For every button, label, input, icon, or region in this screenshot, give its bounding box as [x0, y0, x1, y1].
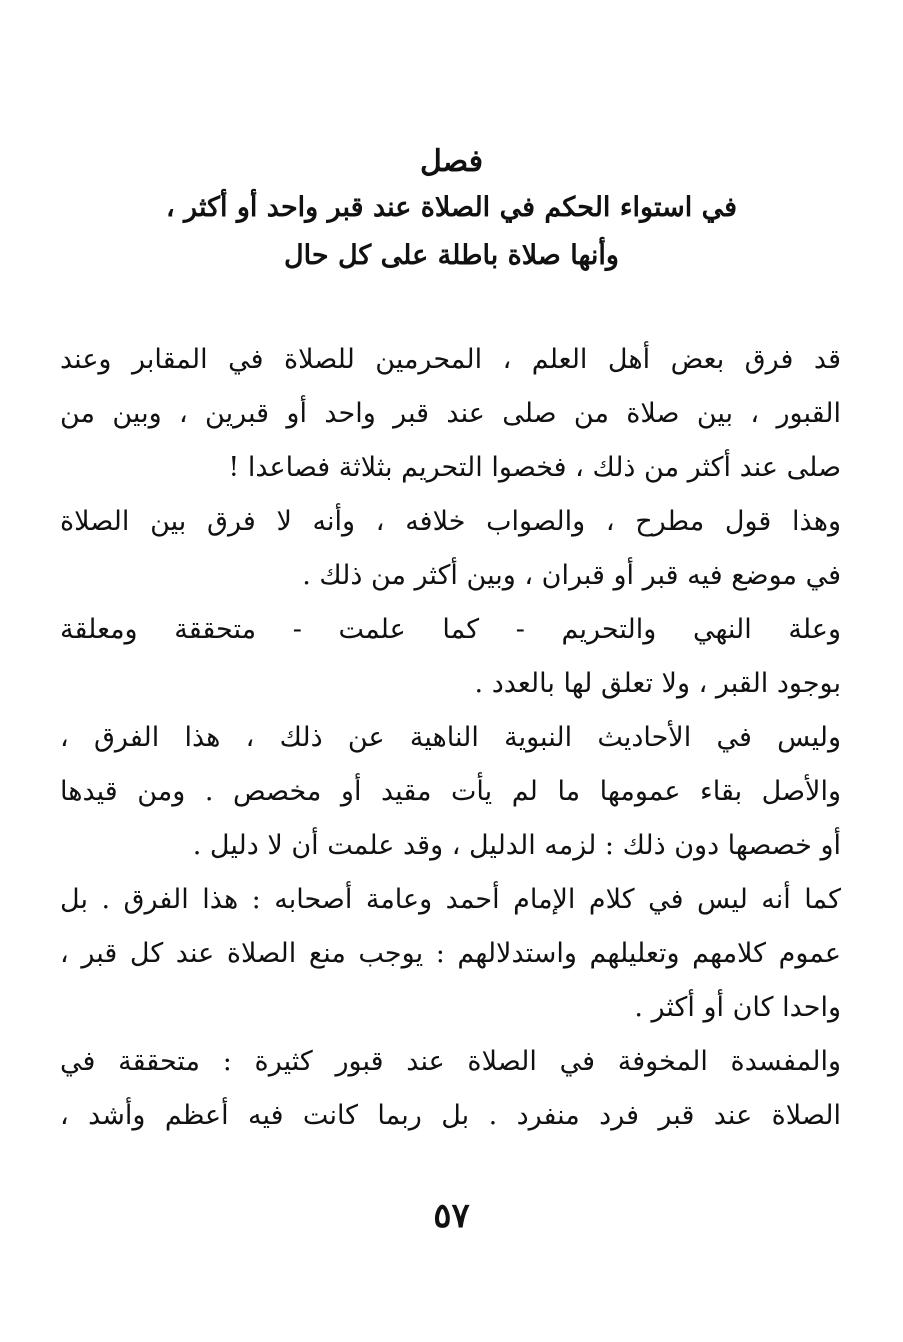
body-text: [60, 333, 841, 1143]
text-line: واحدا كان أو أكثر .: [634, 992, 841, 1023]
text-line: بوجود القبر ، ولا تعلق لها بالعدد .: [474, 668, 841, 699]
text-line: قد فرق بعض أهل العلم ، المحرمين للصلاة في المقابر وعند: [60, 344, 841, 375]
text-line: أو خصصها دون ذلك : لزمه الدليل ، وقد علمت أن لا دليل .: [192, 830, 841, 861]
text-line: صلى عند أكثر من ذلك ، فخصوا التحريم بثلاثة فصاعدا !: [228, 452, 841, 483]
page-number: ٥٧: [433, 1196, 470, 1236]
text-line: وليس في الأحاديث النبوية الناهية عن ذلك ، هذا الفرق ،: [60, 722, 841, 753]
text-line: والأصل بقاء عمومها ما لم يأت مقيد أو مخصص . ومن قيدها: [60, 776, 841, 807]
text-line: وعلة النهي والتحريم - كما علمت - متحققة ومعلقة: [60, 614, 841, 645]
text-line: وهذا قول مطرح ، والصواب خلافه ، وأنه لا فرق بين الصلاة: [60, 506, 841, 537]
text-line: كما أنه ليس في كلام الإمام أحمد وعامة أصحابه : هذا الفرق . بل: [60, 884, 841, 915]
section-heading: [60, 140, 843, 280]
text-line: في موضع فيه قبر أو قبران ، وبين أكثر من ذلك .: [302, 560, 841, 591]
text-line: والمفسدة المخوفة في الصلاة عند قبور كثيرة : متحققة في: [60, 1046, 841, 1077]
section-subtitle-line-2: وأنها صلاة باطلة على كل حال: [284, 240, 619, 271]
section-subtitle-line-1: في استواء الحكم في الصلاة عند قبر واحد أو أكثر ،: [165, 192, 738, 223]
text-line: عموم كلامهم وتعليلهم واستدلالهم : يوجب منع الصلاة عند كل قبر ،: [60, 938, 841, 969]
text-line: الصلاة عند قبر فرد منفرد . بل ربما كانت فيه أعظم وأشد ،: [60, 1100, 841, 1131]
text-line: القبور ، بين صلاة من صلى عند قبر واحد أو قبرين ، وبين من: [60, 398, 841, 429]
section-title: فصل: [419, 144, 484, 179]
